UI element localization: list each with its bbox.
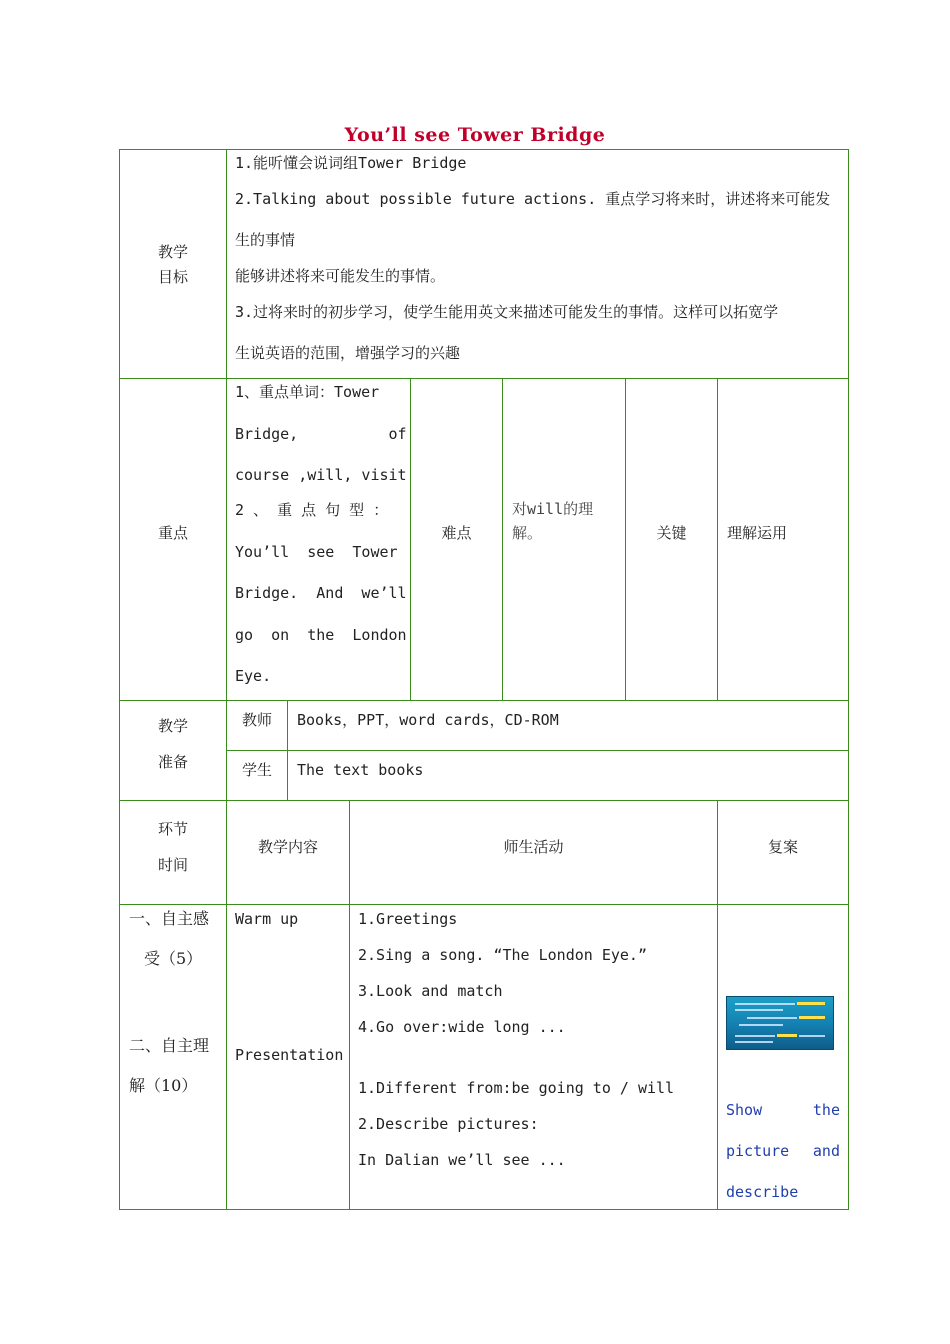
activity-line: 1.Different from:be going to / will [358, 1079, 675, 1097]
teacher-value: Books，PPT，word cards，CD-ROM [297, 711, 559, 729]
preparation-label-1: 教学 [157, 717, 188, 735]
teacher-label: 教师 [241, 711, 272, 729]
activity-line: 2.Describe pictures: [358, 1115, 539, 1133]
key-point-line: 2 、 重 点 句 型 ： [235, 501, 389, 519]
notes-word: describe [726, 1183, 799, 1201]
key-point-line: Bridge, of [235, 425, 407, 443]
key-point-line: 1、重点单词：Tower [235, 383, 380, 401]
difficulty-label: 难点 [441, 524, 472, 542]
objective-line: 2.Talking about possible future actions. 重点学习将来时，讲述将来可能发 [235, 190, 831, 208]
objectives-label-1: 教学 [157, 243, 188, 261]
header-content: 教学内容 [257, 838, 318, 856]
content-presentation: Presentation [235, 1046, 344, 1064]
objectives-label-2: 目标 [157, 268, 188, 286]
key-point-line: Eye. [235, 667, 272, 685]
notes-line [726, 1100, 840, 1120]
activity-line: 1.Greetings [358, 910, 458, 928]
activity-line: In Dalian we’ll see ... [358, 1151, 566, 1169]
stage-2-line: 二、自主理 [129, 1036, 210, 1055]
activity-line: 2.Sing a song. “The London Eye.” [358, 946, 647, 964]
preparation-label-2: 准备 [157, 753, 188, 771]
notes-word: Show [726, 1101, 763, 1119]
objective-line: 1.能听懂会说词组Tower Bridge [235, 154, 467, 172]
activity-line: 4.Go over:wide long ... [358, 1018, 566, 1036]
difficulty-line: 解。 [512, 524, 543, 542]
notes-word: the [812, 1101, 840, 1119]
header-stage-1: 环节 [157, 820, 188, 838]
student-value: The text books [297, 761, 424, 779]
key-point-line: You’ll see Tower [235, 543, 398, 561]
key-point-line: course ,will, visit [235, 466, 407, 484]
notes-line [726, 1141, 840, 1161]
key-point-line: go on the London [235, 626, 407, 644]
activity-line: 3.Look and match [358, 982, 503, 1000]
content-warm-up: Warm up [235, 910, 299, 928]
notes-word: picture [726, 1142, 790, 1160]
header-activities: 师生活动 [503, 838, 564, 856]
objective-line: 生的事情 [235, 231, 296, 249]
objective-line: 3.过将来时的初步学习，使学生能用英文来描述可能发生的事情。这样可以拓宽学 [235, 303, 779, 321]
objective-line: 生说英语的范围，增强学习的兴趣 [235, 344, 461, 362]
key-label: 关键 [656, 524, 687, 542]
page-title: You’ll see Tower Bridge [344, 124, 606, 146]
header-notes: 复案 [767, 838, 798, 856]
stage-2-line: 解（10） [129, 1076, 198, 1095]
key-points-label: 重点 [157, 524, 188, 542]
objective-line: 能够讲述将来可能发生的事情。 [235, 267, 446, 285]
notes-word: and [812, 1142, 840, 1160]
key-point-line: Bridge. And we’ll [235, 584, 407, 602]
stage-1-line: 一、自主感 [129, 909, 210, 928]
student-label: 学生 [241, 761, 272, 779]
difficulty-line: 对will的理 [512, 500, 594, 518]
stage-1-line: 受（5） [144, 949, 203, 968]
key-value: 理解运用 [727, 524, 788, 542]
header-stage-2: 时间 [157, 856, 188, 874]
slide-thumbnail-image [726, 996, 834, 1050]
notes-line [726, 1182, 798, 1202]
